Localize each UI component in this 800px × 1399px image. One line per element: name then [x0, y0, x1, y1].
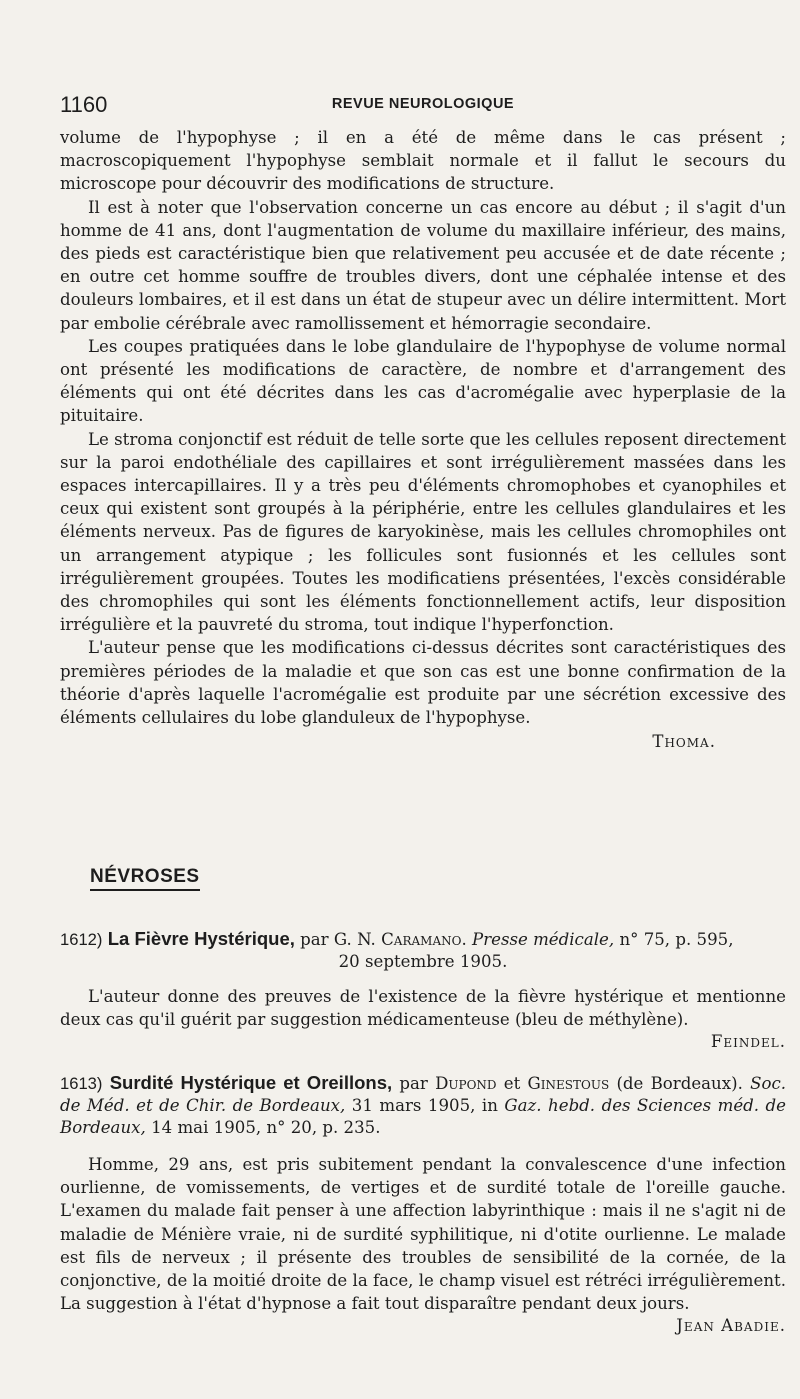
entry-number: 1613): [60, 1074, 103, 1093]
entry-author-2: Ginestous: [527, 1074, 610, 1093]
entry-by: par: [300, 930, 329, 949]
paragraph-2: Il est à noter que l'observation concerne un cas encore au début ; il s'agit d'un homme de 41 ans, dont l'augmentation de volume du maxillaire inférieur, des mains, des pieds est caractéristique bien que relativement peu accusée et de date récente ; en outre cet homme souffre de troubles divers, dont une céphalée intense et des douleurs lombaires, et il est dans un état de stupeur avec un délire intermittent. Mort par embolie cérébrale avec ramollissement et hémorragie secondaire.: [60, 197, 786, 333]
entry-source-2: Gaz. hebd. des Sciences méd. de Bordeaux,: [60, 1096, 786, 1137]
entry-title: Surdité Hystérique et Oreillons,: [109, 1072, 393, 1093]
entry-source-1: Soc. de Méd. et de Chir. de Bordeaux,: [60, 1074, 787, 1115]
entry-and: et: [503, 1074, 521, 1093]
article-continuation: [60, 126, 786, 753]
entry-date-1: 31 mars 1905,: [351, 1096, 476, 1115]
entry-in: in: [481, 1096, 498, 1115]
entry-by: par: [399, 1074, 428, 1093]
paragraph-5: L'auteur pense que les modifications ci-dessus décrites sont caractéristiques des premières périodes de la maladie et que son cas est une bonne confirmation de la théorie d'après laquelle l'acromégalie est produite par une sécrétion excessive des éléments cellulaires du lobe glanduleux de l'hypophyse.: [60, 638, 786, 728]
abstract-entry-1613: [60, 1072, 786, 1337]
entry-author: G. N. Caramano.: [333, 930, 467, 949]
entry-body: Homme, 29 ans, est pris subitement pendant la convalescence d'une infection ourlienne, de vomissements, de vertiges et de surdité totale de l'oreille gauche. L'examen du malade fait penser à une affection labyrinthique : mais il ne s'agit ni de maladie de Ménière vraie, ni de surdité syphilitique, ni d'otite ourlienne. Le malade est fils de nerveux ; il présente des troubles de sensibilité de la cornée, de la conjonctive, de la moitié droite de la face, le champ visuel est rétréci irrégulièrement. La suggestion à l'état d'hypnose a fait tout disparaître pendant deux jours.: [60, 1155, 786, 1314]
section-title: NÉVROSES: [90, 866, 200, 887]
article-signature: Thoma.: [652, 732, 716, 752]
paragraph-3: Les coupes pratiquées dans le lobe glandulaire de l'hypophyse de volume normal ont présenté les modifications de caractère, de nombre et d'arrangement des éléments qui ont été décrites dans les cas d'acromégalie avec hyperplasie de la pituitaire.: [60, 336, 786, 426]
entry-date-2: 14 mai 1905, n° 20, p. 235.: [151, 1118, 381, 1137]
page-number: 1160: [60, 92, 108, 117]
entry-number: 1612): [60, 930, 103, 949]
entry-source: Presse médicale,: [472, 930, 615, 949]
running-head: [60, 92, 786, 116]
journal-title: REVUE NEUROLOGIQUE: [331, 96, 515, 112]
paragraph-1: volume de l'hypophyse ; il en a été de même dans le cas présent ; macroscopiquement l'hypophyse semblait normale et il fallut le secours du microscope pour découvrir des modifications de structure.: [60, 128, 786, 194]
abstract-entry-1612: [60, 928, 786, 1053]
entry-title: La Fièvre Hystérique,: [107, 928, 295, 949]
entry-signature: Feindel.: [710, 1032, 786, 1052]
entry-heading: [60, 1072, 786, 1139]
entry-body: L'auteur donne des preuves de l'existence de la fièvre hystérique et mentionne deux cas qu'il guérit par suggestion médicamenteuse (bleu de méthylène).: [60, 987, 786, 1030]
entry-signature: Jean Abadie.: [676, 1316, 786, 1336]
paragraph-4: Le stroma conjonctif est réduit de telle sorte que les cellules reposent directement sur la paroi endothéliale des capillaires et sont irrégulièrement massées dans les espaces intercapillaires. Il y a très peu d'éléments chromophobes et cyanophiles et ceux qui existent sont groupés à la périphérie, entre les cellules glandulaires et les éléments nerveux. Pas de figures de karyokinèse, mais les cellules chromophiles ont un arrangement atypique ; les follicules sont fusionnés et les cellules sont irrégulièrement groupées. Toutes les modificatiens présentées, l'excès considérable des chromophiles qui sont les éléments fonctionnellement actifs, leur disposition irrégulière et la pauvreté du stroma, tout indique l'hyperfonction.: [60, 429, 786, 635]
entry-affiliation: (de Bordeaux).: [616, 1074, 743, 1093]
entry-ref: n° 75, p. 595,: [619, 930, 734, 949]
entry-author-1: Dupond: [435, 1074, 497, 1093]
entry-date: 20 septembre 1905.: [338, 952, 508, 971]
entry-heading: [60, 928, 786, 951]
